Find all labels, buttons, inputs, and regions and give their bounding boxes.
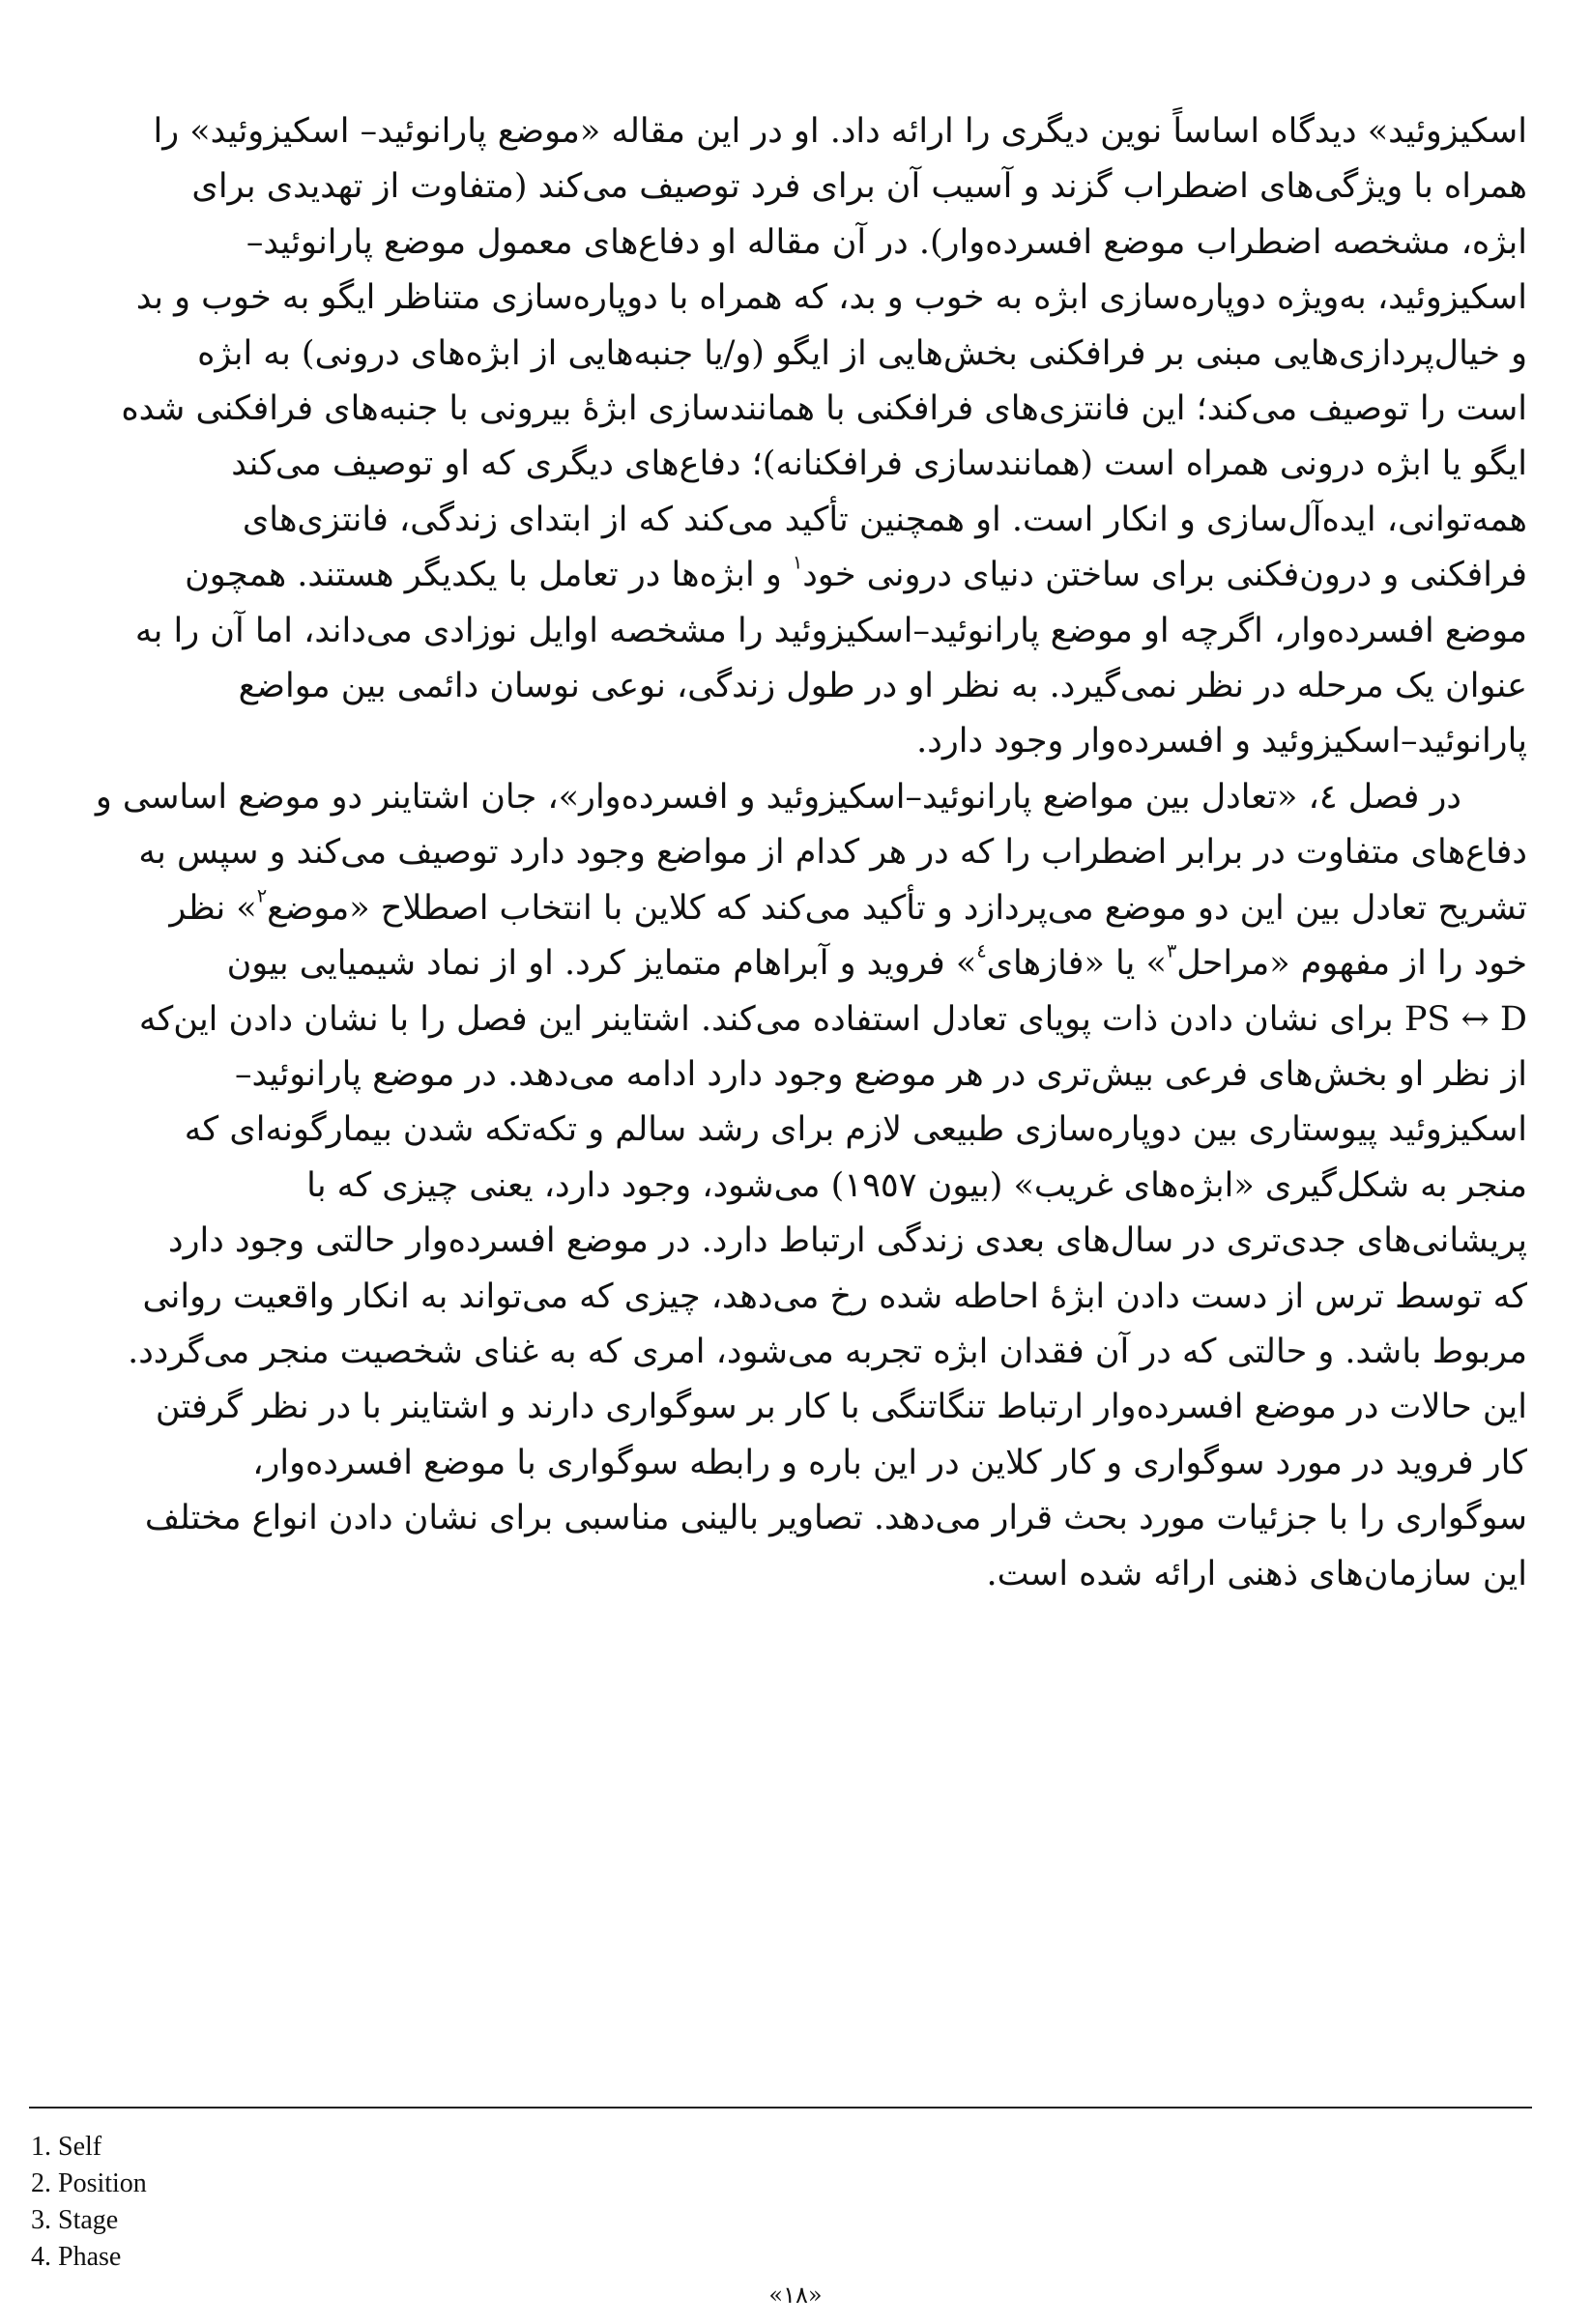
text-line: این حالات در موضع افسرده‌وار ارتباط تنگاتنگی با کار بر سوگواری دارند و اشتاینر با در نظر گرفتن bbox=[155, 1388, 1527, 1427]
text-line: عنوان یک مرحله در نظر نمی‌گیرد. به نظر او در طول زندگی، نوعی نوسان دائمی بین مواضع bbox=[238, 667, 1527, 706]
text-line bbox=[29, 992, 1527, 1047]
text-fragment: » نظر bbox=[169, 888, 257, 928]
text-line: پارانوئید–اسکیزوئید و افسرده‌وار وجود دارد. bbox=[916, 722, 1527, 761]
text-line: ایگو یا ابژه درونی همراه است (همانندسازی فرافکنانه)؛ دفاع‌های دیگری که او توصیف می‌کند bbox=[231, 445, 1527, 484]
footnote: 1. Self bbox=[31, 2132, 102, 2162]
footnote-ref: ۲ bbox=[256, 884, 268, 907]
text-fragment: تشریح تعادل بین این دو موضع می‌پردازد و تأکید می‌کند که کلاین با انتخاب اصطلاح «موضع bbox=[267, 888, 1527, 928]
text-fragment: » فروید و آبراهام متمایز کرد. او از نماد شیمیایی بیون bbox=[226, 944, 977, 984]
footnote-ref: ۱ bbox=[792, 551, 803, 574]
footnote-divider bbox=[29, 2107, 1532, 2109]
footnote: 2. Position bbox=[31, 2168, 147, 2198]
text-fragment: و ابژه‌ها در تعامل با یکدیگر هستند. همچون bbox=[185, 556, 793, 595]
text-line: مربوط باشد. و حالتی که در آن فقدان ابژه تجربه می‌شود، امری که به غنای شخصیت منجر می‌گردد. bbox=[128, 1332, 1527, 1371]
text-line: این سازمان‌های ذهنی ارائه شده است. bbox=[986, 1554, 1527, 1593]
text-line: منجر به شکل‌گیری «ابژه‌های غریب» (بیون ١٩٥٧) می‌شود، وجود دارد، یعنی چیزی که با bbox=[306, 1165, 1527, 1205]
text-line: پریشانی‌های جدی‌تری در سال‌های بعدی زندگی ارتباط دارد. در موضع افسرده‌وار حالتی وجود دارد bbox=[168, 1221, 1527, 1261]
text-line: که توسط ترس از دست دادن ابژهٔ احاطه شده رخ می‌دهد، چیزی که می‌تواند به انکار واقعیت روانی bbox=[142, 1277, 1527, 1316]
text-line: کار فروید در مورد سوگواری و کار کلاین در این باره و رابطه سوگواری با موضع افسرده‌وار، bbox=[252, 1443, 1527, 1482]
footnotes bbox=[31, 2129, 611, 2276]
text-fragment: » یا «فازهای bbox=[986, 944, 1167, 984]
text-line: همراه با ویژگی‌های اضطراب گزند و آسیب آن برای فرد توصیف می‌کند (متفاوت از تهدیدی برای bbox=[191, 167, 1527, 207]
footnote: 4. Phase bbox=[31, 2242, 122, 2272]
text-line: دفاع‌های متفاوت در برابر اضطراب را که در هر کدام از مواضع وجود دارد توصیف می‌کند و سپس به bbox=[138, 833, 1527, 873]
text-line: اسکیزوئید، به‌ویژه دوپاره‌سازی ابژه به خوب و بد، که همراه با دوپاره‌سازی متناظر ایگو به خوب و بد bbox=[135, 278, 1527, 318]
text-line: و خیال‌پردازی‌هایی مبنی بر فرافکنی بخش‌هایی از ایگو (و/یا جنبه‌هایی از ابژه‌های درونی) به ابژه bbox=[197, 333, 1527, 373]
footnote: 3. Stage bbox=[31, 2205, 119, 2235]
text-fragment: فرافکنی و درون‌فکنی برای ساختن دنیای درونی خود bbox=[802, 556, 1527, 595]
text-line: موضع افسرده‌وار، اگرچه او موضع پارانوئید–اسکیزوئید را مشخصه اوایل نوزادی می‌داند، اما آن را به bbox=[134, 611, 1527, 650]
text-line: ابژه، مشخصه اضطراب موضع افسرده‌وار). در آن مقاله او دفاع‌های معمول موضع پارانوئید– bbox=[246, 222, 1527, 262]
chemical-symbol: PS ↔ D bbox=[1403, 999, 1527, 1039]
text-fragment: برای نشان دادن ذات پویای تعادل استفاده می‌کند. اشتاینر این فصل را با نشان دادن این‌که bbox=[138, 999, 1394, 1039]
text-fragment: خود را از مفهوم «مراحل bbox=[1176, 944, 1527, 984]
text-line: در فصل ٤، «تعادل بین مواضع پارانوئید–اسکیزوئید و افسرده‌وار»، جان اشتاینر دو موضع اساسی و bbox=[95, 777, 1461, 817]
text-line bbox=[29, 936, 1527, 991]
page-number: «١٨» bbox=[768, 2281, 823, 2309]
footnote-ref: ٤ bbox=[976, 939, 987, 962]
text-line: همه‌توانی، ایده‌آل‌سازی و انکار است. او همچنین تأکید می‌کند که از ابتدای زندگی، فانتزی‌های bbox=[242, 500, 1527, 539]
text-line: است را توصیف می‌کند؛ این فانتزی‌های فرافکنی با همانندسازی ابژهٔ بیرونی با جنبه‌های فرافکنی شده bbox=[121, 389, 1527, 429]
text-line: از نظر او بخش‌های فرعی بیش‌تری در هر موضع وجود دارد ادامه می‌دهد. در موضع پارانوئید– bbox=[235, 1054, 1527, 1094]
text-line: سوگواری را با جزئیات مورد بحث قرار می‌دهد. تصاویر بالینی مناسبی برای نشان دادن انواع مختلف bbox=[144, 1499, 1527, 1538]
text-line: اسکیزوئید» دیدگاه اساساً نوین دیگری را ارائه داد. او در این مقاله «موضع پارانوئید– اسکیزوئید» را bbox=[153, 112, 1527, 151]
text-line bbox=[29, 881, 1527, 936]
body-text bbox=[29, 104, 1527, 1602]
text-line: اسکیزوئید پیوستاری بین دوپاره‌سازی طبیعی لازم برای رشد سالم و تکه‌تکه شدن بیمارگونه‌ای که bbox=[184, 1110, 1527, 1150]
footnote-ref: ۳ bbox=[1166, 939, 1177, 962]
text-line bbox=[29, 548, 1527, 603]
